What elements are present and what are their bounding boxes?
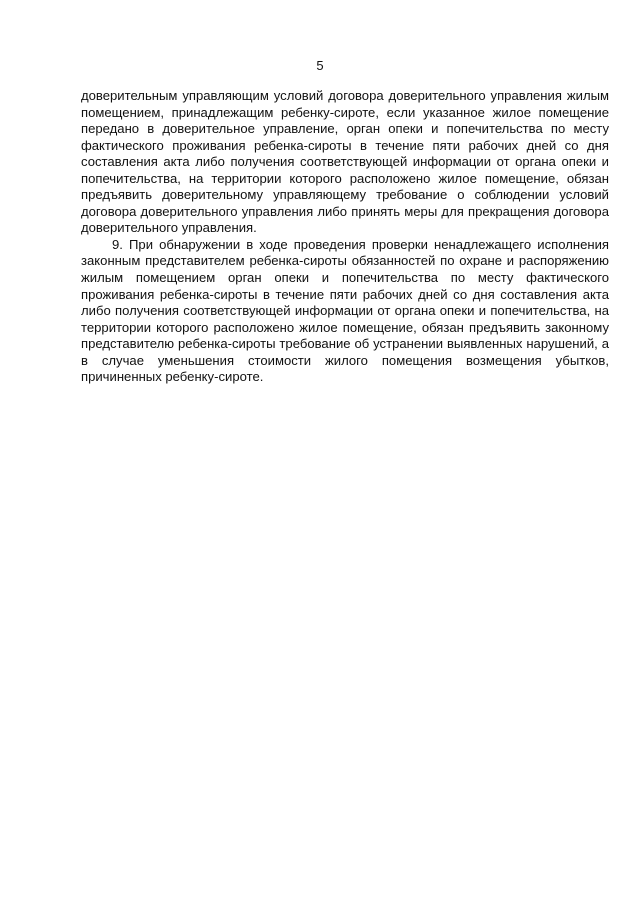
paragraph-clause-9: 9. При обнаружении в ходе проведения проверки ненадлежащего исполнения законным представителем ребенка-сироты обязанностей по охране и распоряжению жилым помещением орган опеки и попечительства по месту фактического проживания ребенка-сироты в течение пяти рабочих дней со дня составления акта либо получения соответствующей информации от органа опеки и попечительства, на территории которого расположено жилое помещение, обязан предъявить законному представителю ребенка-сироты требование об устранении выявленных нарушений, а в случае уменьшения стоимости жилого помещения возмещения убытков, причиненных ребенку-сироте. [81, 236, 609, 385]
document-body [81, 88, 609, 386]
paragraph-continuation: доверительным управляющим условий договора доверительного управления жилым помещением, принадлежащим ребенку-сироте, если указанное жилое помещение передано в доверительное управление, орган опеки и попечительства по месту фактического проживания ребенка-сироты в течение пяти рабочих дней со дня составления акта либо получения соответствующей информации от органа опеки и попечительства, на территории которого расположено жилое помещение, обязан предъявить доверительному управляющему требование о соблюдении условий договора доверительного управления либо принять меры для прекращения договора доверительного управления. [81, 88, 609, 236]
page-number: 5 [316, 58, 324, 73]
